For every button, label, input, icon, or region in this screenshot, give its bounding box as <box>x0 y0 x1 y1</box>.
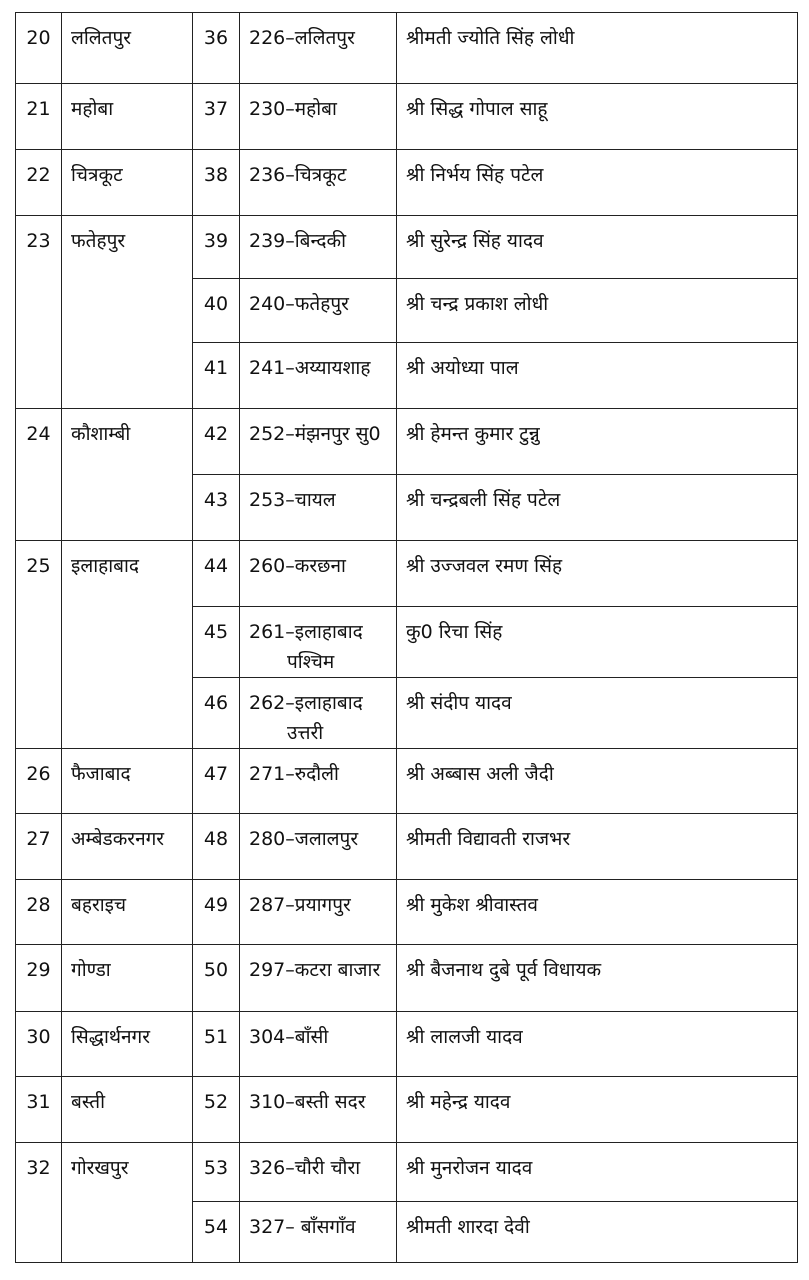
district-name: फतेहपुर <box>62 216 193 409</box>
table-row <box>16 84 798 150</box>
constituency-name: 252–मंझनपुर सु0 <box>240 409 397 475</box>
serial-number: 53 <box>193 1143 240 1202</box>
constituency-name <box>240 607 397 678</box>
table-row <box>16 880 798 945</box>
district-number: 23 <box>16 216 62 409</box>
serial-number: 37 <box>193 84 240 150</box>
table-row <box>16 13 798 84</box>
candidate-name: श्री संदीप यादव <box>397 678 798 749</box>
constituency-name: 326–चौरी चौरा <box>240 1143 397 1202</box>
district-name: अम्बेडकरनगर <box>62 814 193 880</box>
table-row <box>16 150 798 216</box>
constituency-name: 253–चायल <box>240 475 397 541</box>
constituency-name: 239–बिन्दकी <box>240 216 397 279</box>
serial-number: 52 <box>193 1077 240 1143</box>
constituency-name: 236–चित्रकूट <box>240 150 397 216</box>
constituency-name: 241–अय्यायशाह <box>240 343 397 409</box>
table-row <box>16 541 798 607</box>
district-number: 27 <box>16 814 62 880</box>
serial-number: 50 <box>193 945 240 1012</box>
table-row <box>16 749 798 814</box>
candidate-name: श्रीमती विद्यावती राजभर <box>397 814 798 880</box>
constituency-name: 287–प्रयागपुर <box>240 880 397 945</box>
district-number: 20 <box>16 13 62 84</box>
district-number: 32 <box>16 1143 62 1263</box>
district-name: ललितपुर <box>62 13 193 84</box>
district-number: 29 <box>16 945 62 1012</box>
district-name: बहराइच <box>62 880 193 945</box>
table-row <box>16 945 798 1012</box>
constituency-name: 226–ललितपुर <box>240 13 397 84</box>
serial-number: 46 <box>193 678 240 749</box>
table-row <box>16 1077 798 1143</box>
candidate-name: श्री हेमन्त कुमार टुन्नु <box>397 409 798 475</box>
serial-number: 38 <box>193 150 240 216</box>
district-name: सिद्धार्थनगर <box>62 1012 193 1077</box>
table-row <box>16 409 798 475</box>
constituency-name: 327– बाँसगाँव <box>240 1202 397 1263</box>
candidate-name: श्रीमती ज्योति सिंह लोधी <box>397 13 798 84</box>
candidate-name: श्री महेन्द्र यादव <box>397 1077 798 1143</box>
candidate-name: श्री चन्द्र प्रकाश लोधी <box>397 279 798 343</box>
serial-number: 36 <box>193 13 240 84</box>
district-number: 21 <box>16 84 62 150</box>
constituency-name <box>240 678 397 749</box>
serial-number: 49 <box>193 880 240 945</box>
candidate-name: श्रीमती शारदा देवी <box>397 1202 798 1263</box>
serial-number: 40 <box>193 279 240 343</box>
district-number: 28 <box>16 880 62 945</box>
serial-number: 44 <box>193 541 240 607</box>
district-name: गोण्डा <box>62 945 193 1012</box>
district-name: गोरखपुर <box>62 1143 193 1263</box>
candidate-name: श्री मुनरोजन यादव <box>397 1143 798 1202</box>
candidate-name: श्री उज्जवल रमण सिंह <box>397 541 798 607</box>
district-number: 31 <box>16 1077 62 1143</box>
candidate-name: श्री सुरेन्द्र सिंह यादव <box>397 216 798 279</box>
candidate-name: श्री चन्द्रबली सिंह पटेल <box>397 475 798 541</box>
constituency-name: 297–कटरा बाजार <box>240 945 397 1012</box>
candidate-name: कु0 रिचा सिंह <box>397 607 798 678</box>
district-name: कौशाम्बी <box>62 409 193 541</box>
district-name: फैजाबाद <box>62 749 193 814</box>
district-name: महोबा <box>62 84 193 150</box>
candidate-table <box>15 12 798 1263</box>
constituency-line-2: पश्चिम <box>287 651 335 673</box>
candidate-name: श्री निर्भय सिंह पटेल <box>397 150 798 216</box>
serial-number: 45 <box>193 607 240 678</box>
constituency-line-1: 261–इलाहाबाद <box>249 621 363 643</box>
serial-number: 42 <box>193 409 240 475</box>
table-row <box>16 216 798 279</box>
constituency-name: 280–जलालपुर <box>240 814 397 880</box>
district-number: 25 <box>16 541 62 749</box>
table-row <box>16 1143 798 1202</box>
candidate-name: श्री लालजी यादव <box>397 1012 798 1077</box>
serial-number: 43 <box>193 475 240 541</box>
district-number: 30 <box>16 1012 62 1077</box>
candidate-name: श्री बैजनाथ दुबे पूर्व विधायक <box>397 945 798 1012</box>
district-number: 24 <box>16 409 62 541</box>
serial-number: 39 <box>193 216 240 279</box>
serial-number: 47 <box>193 749 240 814</box>
table-row <box>16 814 798 880</box>
constituency-name: 260–करछना <box>240 541 397 607</box>
constituency-name: 304–बाँसी <box>240 1012 397 1077</box>
serial-number: 51 <box>193 1012 240 1077</box>
candidate-name: श्री अयोध्या पाल <box>397 343 798 409</box>
district-name: इलाहाबाद <box>62 541 193 749</box>
district-name: बस्ती <box>62 1077 193 1143</box>
constituency-name: 230–महोबा <box>240 84 397 150</box>
constituency-name: 310–बस्ती सदर <box>240 1077 397 1143</box>
serial-number: 54 <box>193 1202 240 1263</box>
table-row <box>16 1012 798 1077</box>
district-number: 26 <box>16 749 62 814</box>
constituency-name: 271–रुदौली <box>240 749 397 814</box>
candidate-name: श्री अब्बास अली जैदी <box>397 749 798 814</box>
candidate-name: श्री सिद्ध गोपाल साहू <box>397 84 798 150</box>
constituency-name: 240–फतेहपुर <box>240 279 397 343</box>
district-number: 22 <box>16 150 62 216</box>
candidate-name: श्री मुकेश श्रीवास्तव <box>397 880 798 945</box>
district-name: चित्रकूट <box>62 150 193 216</box>
constituency-line-2: उत्तरी <box>287 722 324 744</box>
serial-number: 48 <box>193 814 240 880</box>
constituency-line-1: 262–इलाहाबाद <box>249 692 363 714</box>
serial-number: 41 <box>193 343 240 409</box>
